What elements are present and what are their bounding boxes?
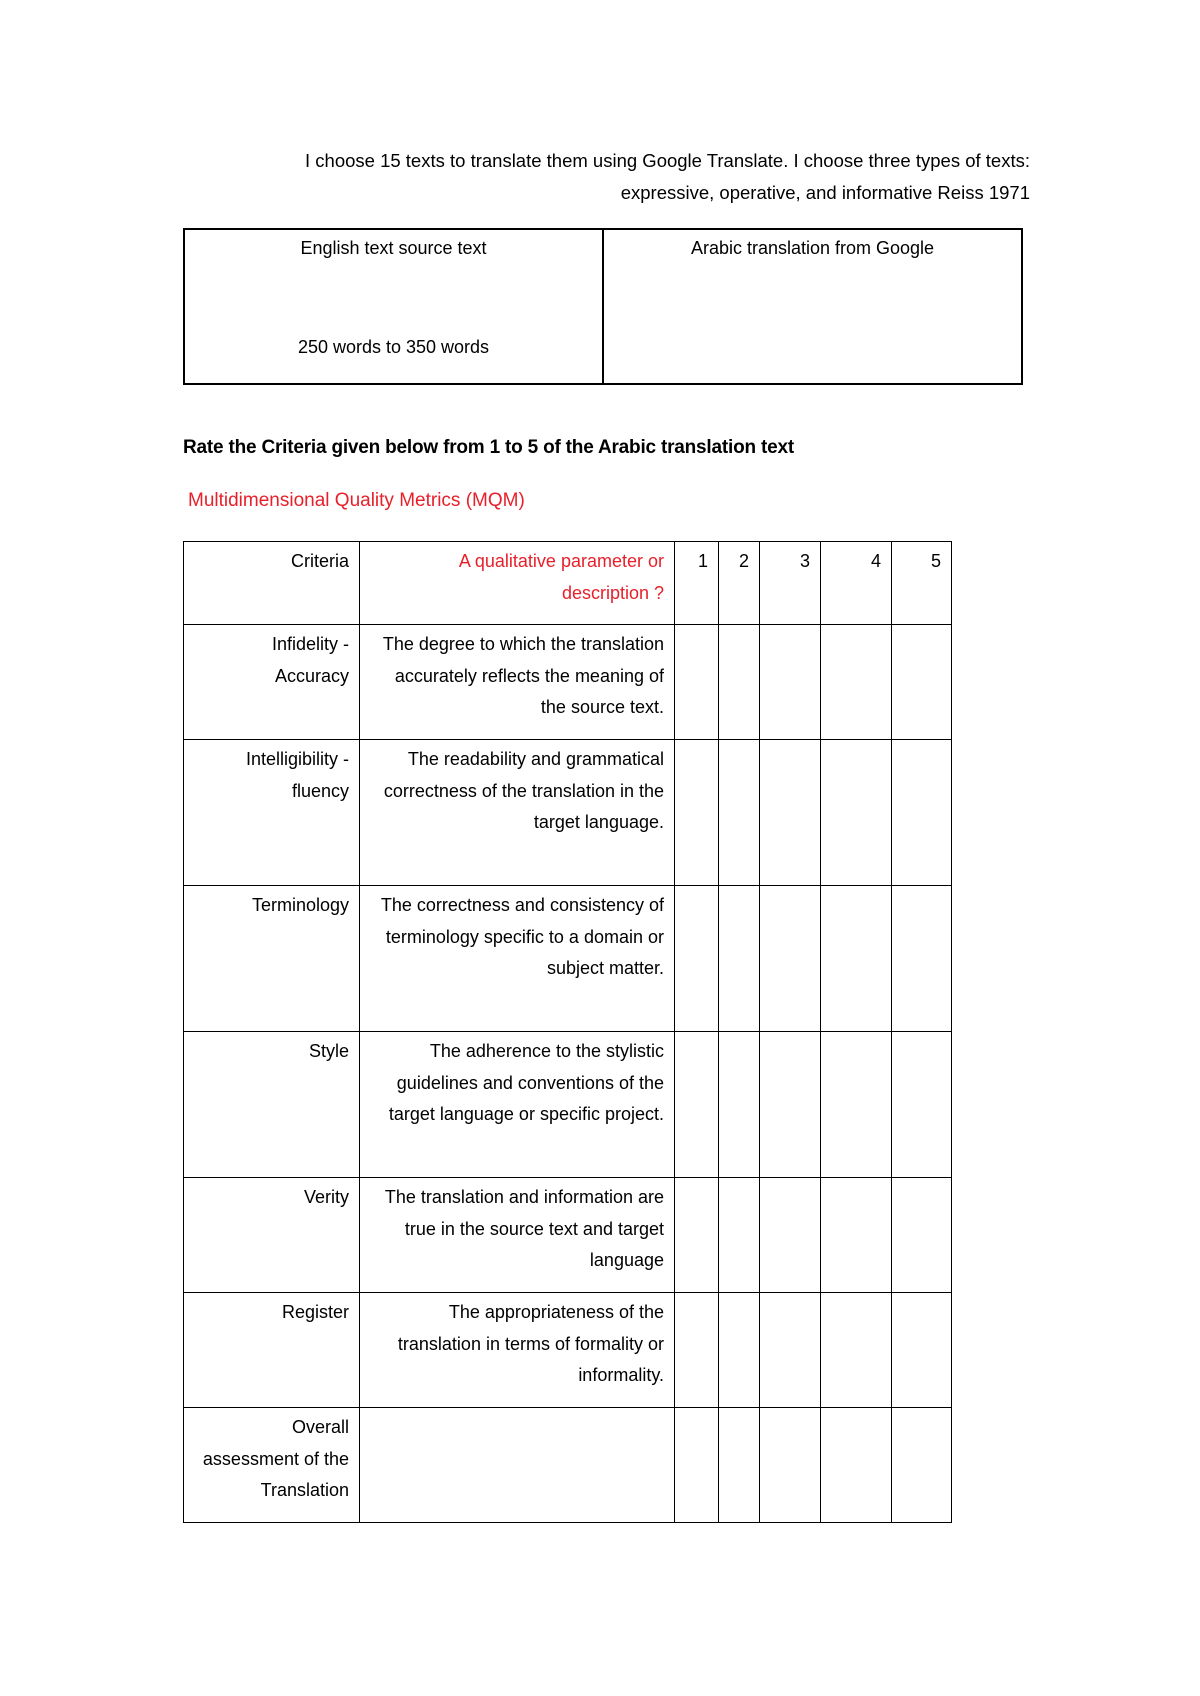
score-cell-4[interactable] xyxy=(821,1178,892,1293)
score-cell-2[interactable] xyxy=(719,1293,760,1408)
description-cell: The adherence to the stylistic guidelines and conventions of the target language or specific project. xyxy=(360,1032,675,1178)
arabic-translation-cell xyxy=(603,229,1022,384)
score-cell-1[interactable] xyxy=(675,1178,719,1293)
score-header-4: 4 xyxy=(821,542,892,625)
score-cell-5[interactable] xyxy=(892,886,952,1032)
table-row xyxy=(184,1408,952,1523)
description-cell: The appropriateness of the translation in terms of formality or informality. xyxy=(360,1293,675,1408)
score-cell-4[interactable] xyxy=(821,1293,892,1408)
score-cell-1[interactable] xyxy=(675,886,719,1032)
table-row xyxy=(184,625,952,740)
score-cell-3[interactable] xyxy=(760,625,821,740)
mqm-header-row xyxy=(184,542,952,625)
score-cell-3[interactable] xyxy=(760,886,821,1032)
score-cell-3[interactable] xyxy=(760,740,821,886)
arabic-translation-header: Arabic translation from Google xyxy=(690,238,935,258)
score-cell-5[interactable] xyxy=(892,1408,952,1523)
score-cell-1[interactable] xyxy=(675,625,719,740)
table-row xyxy=(184,1293,952,1408)
score-cell-3[interactable] xyxy=(760,1178,821,1293)
criteria-cell: Verity xyxy=(184,1178,360,1293)
english-source-cell xyxy=(184,229,603,384)
score-cell-2[interactable] xyxy=(719,1408,760,1523)
criteria-cell: Register xyxy=(184,1293,360,1408)
description-cell: The readability and grammatical correctness of the translation in the target language. xyxy=(360,740,675,886)
table-row xyxy=(184,740,952,886)
score-cell-4[interactable] xyxy=(821,625,892,740)
score-cell-5[interactable] xyxy=(892,1032,952,1178)
score-header-1: 1 xyxy=(675,542,719,625)
score-cell-1[interactable] xyxy=(675,1293,719,1408)
score-cell-3[interactable] xyxy=(760,1293,821,1408)
description-cell xyxy=(360,1408,675,1523)
criteria-cell: Style xyxy=(184,1032,360,1178)
score-cell-1[interactable] xyxy=(675,1408,719,1523)
intro-line-2: expressive, operative, and informative Reiss 1971 xyxy=(620,182,1030,203)
criteria-cell: Terminology xyxy=(184,886,360,1032)
score-cell-4[interactable] xyxy=(821,740,892,886)
score-cell-1[interactable] xyxy=(675,740,719,886)
score-header-3: 3 xyxy=(760,542,821,625)
mqm-heading: Multidimensional Quality Metrics (MQM) xyxy=(188,490,525,511)
table-row xyxy=(184,886,952,1032)
english-source-header: English text source text xyxy=(300,238,487,258)
score-cell-5[interactable] xyxy=(892,740,952,886)
intro-line-1: I choose 15 texts to translate them using Google Translate. I choose three types of texts: xyxy=(305,150,1030,171)
criteria-cell: Infidelity - Accuracy xyxy=(184,625,360,740)
table-row xyxy=(184,1178,952,1293)
description-cell: The correctness and consistency of terminology specific to a domain or subject matter. xyxy=(360,886,675,1032)
score-cell-3[interactable] xyxy=(760,1032,821,1178)
score-cell-4[interactable] xyxy=(821,1408,892,1523)
score-cell-5[interactable] xyxy=(892,625,952,740)
score-cell-4[interactable] xyxy=(821,886,892,1032)
description-header: A qualitative parameter or description ? xyxy=(360,542,675,625)
rate-criteria-heading: Rate the Criteria given below from 1 to 5 of the Arabic translation text xyxy=(183,437,794,458)
intro-paragraph xyxy=(170,145,1030,209)
description-cell: The degree to which the translation accurately reflects the meaning of the source text. xyxy=(360,625,675,740)
score-cell-5[interactable] xyxy=(892,1178,952,1293)
score-header-5: 5 xyxy=(892,542,952,625)
score-cell-4[interactable] xyxy=(821,1032,892,1178)
criteria-cell: Intelligibility - fluency xyxy=(184,740,360,886)
word-count-note: 250 words to 350 words xyxy=(297,337,490,357)
score-cell-2[interactable] xyxy=(719,625,760,740)
score-cell-2[interactable] xyxy=(719,740,760,886)
score-cell-2[interactable] xyxy=(719,1178,760,1293)
score-cell-3[interactable] xyxy=(760,1408,821,1523)
table-row xyxy=(184,1032,952,1178)
criteria-header: Criteria xyxy=(184,542,360,625)
mqm-criteria-table xyxy=(183,541,952,1523)
criteria-cell: Overall assessment of the Translation xyxy=(184,1408,360,1523)
score-header-2: 2 xyxy=(719,542,760,625)
score-cell-2[interactable] xyxy=(719,886,760,1032)
source-text-table xyxy=(183,228,1023,385)
description-cell: The translation and information are true in the source text and target language xyxy=(360,1178,675,1293)
score-cell-1[interactable] xyxy=(675,1032,719,1178)
score-cell-2[interactable] xyxy=(719,1032,760,1178)
score-cell-5[interactable] xyxy=(892,1293,952,1408)
